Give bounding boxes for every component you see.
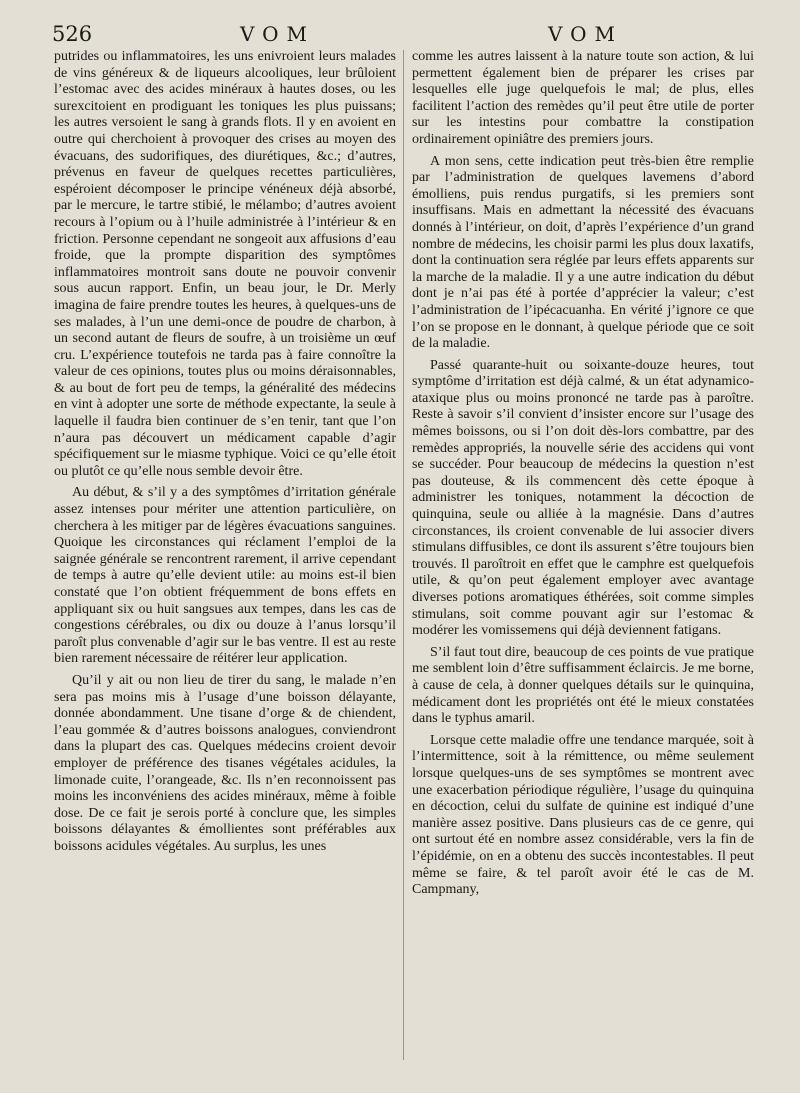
running-head-left: VOM bbox=[240, 22, 315, 46]
paragraph: Qu’il y ait ou non lieu de tirer du sang, le malade n’en sera pas moins mis à l’usage d’une boisson délayante, donnée abondamment. Une tisane d’orge & de chiendent, l’eau gommée & d’autres boissons analogues, conviendront dans la plupart des cas. Quelques médecins croient devoir employer de préférence des tisanes végétales acidules, la limonade cuite, l’orangeade, &c. Ils n’en reconnoissent pas moins les inconvéniens des acides minéraux, même à foible dose. De ce fait je serois porté à conclure que, les simples boissons délayantes & émollientes sont préférables aux boissons acidules végétales. Au surplus, les unes bbox=[54, 672, 396, 854]
paragraph: S’il faut tout dire, beaucoup de ces points de vue pratique me semblent loin d’être suffisamment éclaircis. Je me borne, à cause de cela, à donner quelques détails sur le quinquina, médicament dont les propriétés ont été le mieux constatées dans le typhus amaril. bbox=[412, 644, 754, 727]
paragraph: Lorsque cette maladie offre une tendance marquée, soit à l’intermittence, soit à la rémittence, ou même seulement lorsque quelques-uns de ses symptômes se montrent avec une exacerbation périodique régulière, l’usage du quinquina en décoction, celui du sulfate de quinine est indiqué d’une manière assez positive. Dans plusieurs cas de ce genre, qui ont surtout été en nombre assez considérable, vers la fin de l’épidémie, on en a obtenu des succès incontestables. Il peut même se faire, & tel paroît avoir été le cas de M. Campmany, bbox=[412, 732, 754, 898]
paragraph: Passé quarante-huit ou soixante-douze heures, tout symptôme d’irritation est déjà calmé, & un état adynamico-ataxique plus ou moins prononcé ne tarde pas à paroître. Reste à savoir s’il convient d’insister encore sur l’usage des mêmes boissons, ou si l’on doit dès-lors combattre, par des remèdes appropriés, la nouvelle série des accidens qui vont se succéder. Pour beaucoup de médecins la question n’est pas douteuse, & ils commencent dès cette époque à administrer les toniques, notamment la décoction de quinquina, seule ou alliée à la magnésie. Dans d’autres circonstances, ils croient convenable de lui associer divers stimulans diffusibles, ce dont ils assurent s’être toujours bien trouvés. Il paroîtroit en effet que le camphre est quelquefois utile, & qu’on peut également employer avec avantage diverses potions aromatiques éthérées, soit comme simples stimulans, soit comme pouvant agir sur l’estomac & modérer les vomissemens qui déjà deviennent fatigans. bbox=[412, 357, 754, 639]
running-head-right: VOM bbox=[548, 22, 623, 46]
paragraph: putrides ou inflammatoires, les uns enivroient leurs malades de vins généreux & de liqueurs alcooliques, leur brûloient l’estomac avec des acides minéraux à hautes doses, ou les surexcitoient en prodiguant les toniques les plus puissans; les autres versoient le sang à grands flots. Il y en avoient en outre qui cherchoient à provoquer des crises au moyen des évacuans, des sudorifiques, des diurétiques, &c.; d’autres, prévenus en faveur de quelques recettes particulières, espéroient décomposer le principe vénéneux déjà absorbé, par le mercure, le tartre stibié, le mélambo; d’autres avoient recours à l’opium ou à l’huile administrée à l’intérieur & en friction. Personne cependant ne songeoit aux affusions d’eau froide, que la prompte disparition des symptômes inflammatoires montroit sans doute ne pouvoir convenir sous aucun rapport. Enfin, un beau jour, le Dr. Merly imagina de faire prendre toutes les heures, à quelques-uns de ses malades, à l’un une demi-once de poudre de charbon, à un second autant de fleurs de soufre, à un troisième un œuf cru. L’expérience toutefois ne tarda pas à faire connoître la valeur de ces opinions, toutes plus ou moins déraisonnables, & au bout de fort peu de temps, la généralité des médecins en vint à adopter une sorte de méthode expectante, la seule à laquelle il faudra bien continuer de s’en tenir, tant que l’on n’aura pas découvert un médicament capable d’agir spécifiquement sur le miasme typhique. Voici ce qu’elle étoit ou plutôt ce qu’elle nous semble devoir être. bbox=[54, 49, 397, 479]
column-divider bbox=[403, 50, 404, 1060]
right-column bbox=[412, 49, 754, 899]
left-column bbox=[54, 49, 396, 856]
page-number: 526 bbox=[52, 22, 93, 46]
paragraph: Au début, & s’il y a des symptômes d’irritation générale assez intenses pour mériter une attention particulière, on cherchera à les mitiger par de légères évacuations sanguines. Quoique les circonstances qui réclament l’emploi de la saignée générale se rencontrent rarement, il arrive cependant de temps à autre qu’elle devient utile: au moins est-il bien constaté que l’on obtient fréquemment de bons effets en appliquant six ou huit sangsues aux tempes, dans les cas de congestions cérébrales, ou dix ou douze à l’anus lorsqu’il paroît plus convenable d’agir sur le bas ventre. Il est au reste bien rarement nécessaire de réitérer leur application. bbox=[54, 485, 396, 667]
paragraph: A mon sens, cette indication peut très-bien être remplie par l’administration de quelques lavemens d’abord émolliens, puis rendus purgatifs, si les premiers sont insuffisans. Mais en admettant la nécessité des évacuans donnés à l’intérieur, on doit, d’après l’expérience d’un grand nombre de médecins, les choisir parmi les plus doux laxatifs, dont la continuation sera réglée par leurs effets apparents sur la marche de la maladie. Il y a une autre indication du début dont je n’ai pas été à portée d’apprécier la valeur; c’est l’administration de l’ipécacuanha. En vérité j’ignore ce que l’on se propose en le donnant, à quelque période que ce soit de la maladie. bbox=[412, 153, 754, 352]
paragraph: comme les autres laissent à la nature toute son action, & lui permettent également bien de préparer les crises par lesquelles elle juge quelquefois le mal; de plus, elles facilitent l’action des remèdes qu’il peut être utile de porter sur les intestins pour combattre la constipation ordinairement opiniâtre des premiers jours. bbox=[412, 49, 754, 147]
page-header bbox=[52, 20, 752, 50]
